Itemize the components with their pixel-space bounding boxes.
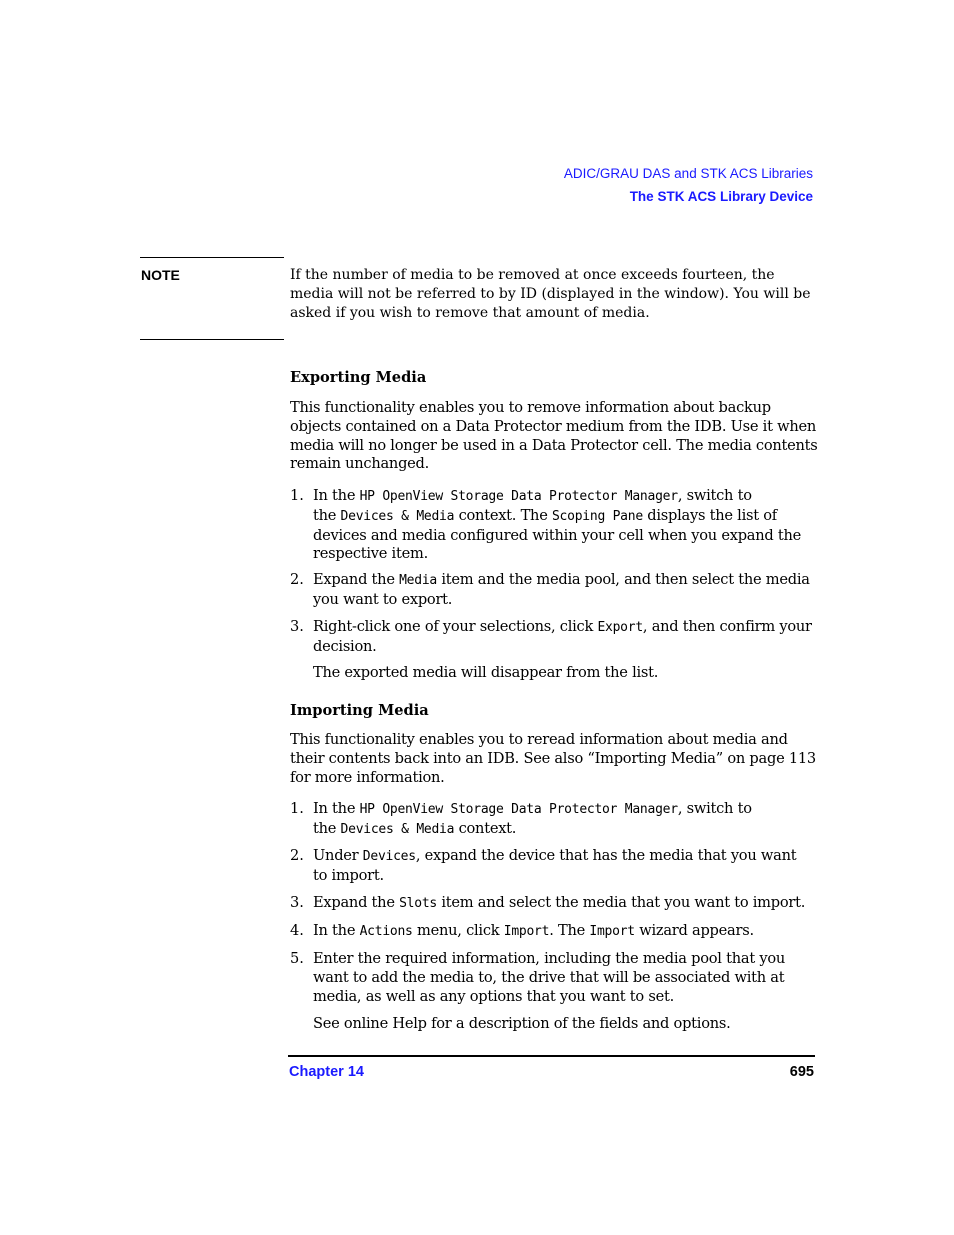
export-result-text: The exported media will disappear from the list. — [313, 664, 659, 681]
importing-media-heading: Importing Media — [290, 702, 429, 719]
step-line: you want to export. — [313, 590, 453, 608]
step-text: Expand the — [313, 894, 400, 911]
item-name-code: Media — [399, 573, 437, 588]
step-text: , and then confirm your — [642, 618, 812, 635]
step-line: media, as well as any options that you want to set. — [313, 987, 674, 1005]
step-text: Expand the — [313, 571, 400, 588]
step-text: Right-click one of your selections, click — [313, 618, 598, 635]
paragraph-line: This functionality enables you to reread information about media and — [290, 731, 788, 748]
step-text: context. The — [454, 506, 552, 524]
paragraph-line: objects contained on a Data Protector medium from the IDB. Use it when — [290, 417, 817, 435]
step-line — [313, 800, 752, 820]
export-step-2 — [313, 571, 810, 610]
step-text: context. — [454, 819, 517, 837]
import-help-text: See online Help for a description of the fields and options. — [313, 1015, 731, 1032]
footer-rule — [288, 1055, 815, 1057]
step-number: 3. — [290, 618, 304, 635]
exporting-intro-paragraph — [290, 399, 818, 474]
step-line: want to add the media to, the drive that will be associated with at — [313, 968, 785, 986]
note-text — [290, 266, 815, 323]
step-text: In the — [313, 487, 360, 504]
item-name-code: Slots — [399, 896, 437, 911]
menu-name-code: Actions — [359, 924, 413, 939]
wizard-name-code: Import — [589, 924, 635, 939]
import-step-2 — [313, 847, 796, 886]
step-line — [313, 618, 812, 638]
step-line — [313, 507, 801, 527]
step-line: to import. — [313, 866, 384, 884]
paragraph-line: This functionality enables you to remove information about backup — [290, 399, 771, 416]
step-text: , switch to — [677, 800, 752, 817]
step-number: 1. — [290, 800, 304, 817]
step-text: . The — [549, 922, 590, 939]
ui-path-code: HP OpenView Storage Data Protector Manager — [359, 489, 678, 504]
step-text: displays the list of — [642, 506, 777, 524]
pane-name-code: Scoping Pane — [551, 508, 643, 524]
step-number: 3. — [290, 894, 304, 911]
step-number: 5. — [290, 950, 304, 967]
command-name-code: Export — [597, 620, 643, 635]
note-bottom-rule — [140, 339, 284, 340]
step-number: 4. — [290, 922, 304, 939]
step-line — [313, 922, 754, 942]
import-step-3 — [313, 894, 805, 914]
step-text: item and the media pool, and then select the media — [437, 571, 810, 588]
exporting-media-heading: Exporting Media — [290, 369, 427, 386]
step-line — [313, 894, 805, 914]
step-number: 1. — [290, 487, 304, 504]
step-line: respective item. — [313, 545, 428, 563]
step-text: the — [313, 819, 341, 837]
context-name-code: Devices & Media — [340, 821, 455, 837]
step-text: , switch to — [677, 487, 752, 504]
running-header-section: ADIC/GRAU DAS and STK ACS Libraries — [563, 166, 813, 181]
export-step-1 — [313, 487, 801, 564]
note-top-rule — [140, 257, 284, 258]
import-step-4 — [313, 922, 754, 942]
note-line: asked if you wish to remove that amount of media. — [290, 305, 650, 321]
step-text: wizard appears. — [634, 922, 754, 939]
ui-path-code: HP OpenView Storage Data Protector Manager — [359, 802, 678, 817]
note-line: media will not be referred to by ID (displayed in the window). You will be — [290, 286, 811, 302]
step-line: devices and media configured within your cell when you expand the — [313, 526, 802, 544]
footer-chapter-label: Chapter 14 — [289, 1064, 364, 1080]
step-line: Enter the required information, including the media pool that you — [313, 950, 786, 967]
command-name-code: Import — [503, 924, 550, 939]
step-text: item and select the media that you want to import. — [437, 894, 806, 911]
step-line — [313, 847, 796, 867]
step-text: In the — [313, 800, 360, 817]
step-text: menu, click — [412, 922, 504, 939]
step-number: 2. — [290, 847, 304, 864]
step-line: decision. — [313, 637, 377, 655]
import-step-5 — [313, 950, 785, 1006]
note-line: If the number of media to be removed at once exceeds fourteen, the — [290, 267, 775, 283]
step-text: Under — [313, 847, 363, 864]
export-step-3 — [313, 618, 812, 657]
step-line — [313, 820, 752, 840]
context-name-code: Devices & Media — [340, 508, 455, 524]
footer-page-number: 695 — [789, 1064, 814, 1080]
paragraph-line: remain unchanged. — [290, 455, 430, 473]
importing-intro-paragraph — [290, 731, 816, 787]
running-header-subsection: The STK ACS Library Device — [629, 189, 813, 204]
item-name-code: Devices — [362, 849, 416, 864]
step-text: , expand the device that has the media that you want — [415, 847, 797, 864]
paragraph-line: for more information. — [290, 768, 445, 786]
step-text: the — [313, 506, 341, 524]
note-label: NOTE — [141, 267, 180, 283]
step-text: In the — [313, 922, 360, 939]
import-step-1 — [313, 800, 752, 840]
step-number: 2. — [290, 571, 304, 588]
paragraph-line: their contents back into an IDB. See also “Importing Media” on page 113 — [290, 749, 816, 767]
step-line — [313, 487, 801, 507]
step-line — [313, 571, 810, 591]
paragraph-line: media will no longer be used in a Data Protector cell. The media contents — [290, 436, 818, 454]
